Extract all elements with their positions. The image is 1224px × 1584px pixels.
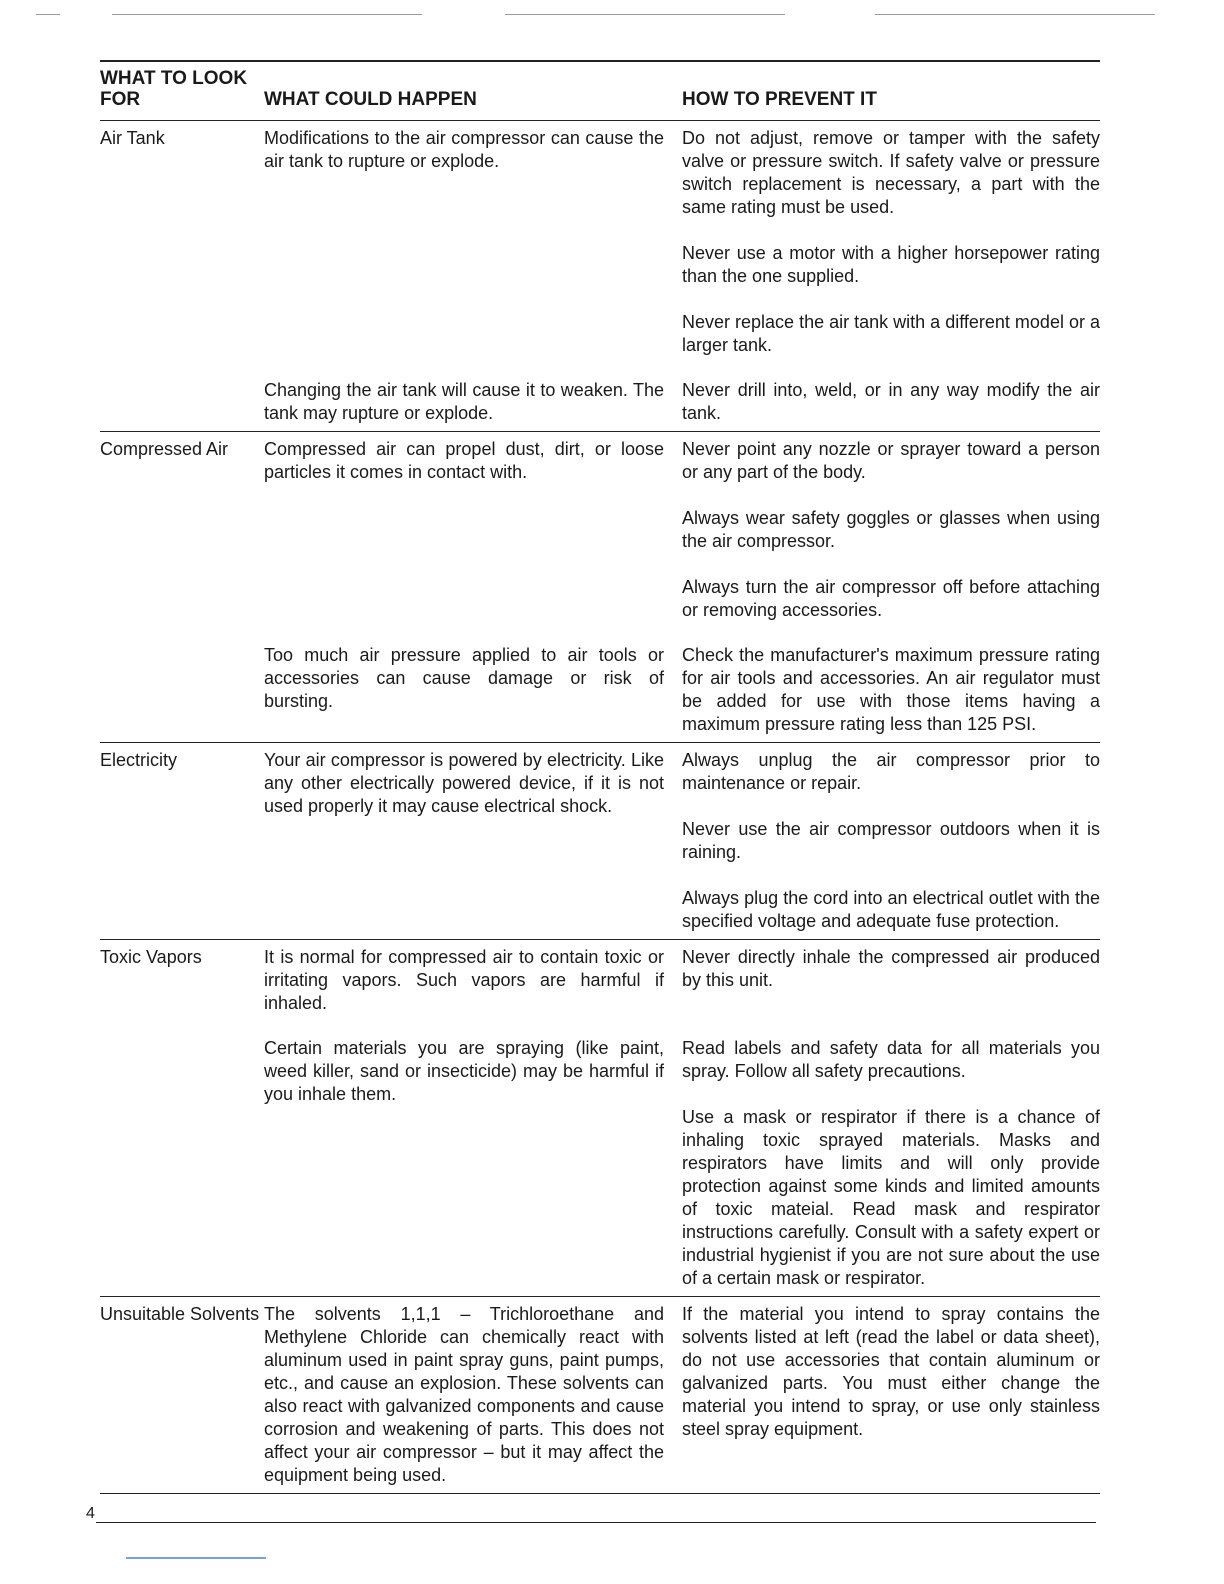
table-row [100,379,1100,425]
table-group [100,432,1100,743]
prevention-cell [682,644,1100,736]
hazard-label: Air Tank [100,128,165,148]
table-row [100,749,1100,933]
prevention-text: Use a mask or respirator if there is a chance of inhaling toxic sprayed materials. Masks and respirators have limits and will only provide protection against some kinds and limited amounts of toxic mateial. Read mask and respirator instructions carefully. Consult with a safety expert or industrial hygienist if you are not sure about the use of a certain mask or respirator. [682,1107,1100,1288]
footer-rule [96,1522,1096,1523]
table-row [100,1303,1100,1487]
hazard-label [100,644,264,736]
hazard-label: Unsuitable Solvents [100,1304,260,1324]
prevention-text: Never use a motor with a higher horsepower rating than the one supplied. [682,243,1100,286]
header-what-could-happen: WHAT COULD HAPPEN [264,89,477,110]
prevention-cell [682,127,1100,357]
table-row [100,946,1100,1015]
hazard-description: Modifications to the air compressor can cause the air tank to rupture or explode. [264,128,664,171]
prevention-cell [682,379,1100,425]
table-group [100,743,1100,940]
prevention-cell [682,438,1100,622]
prevention-text: Never use the air compressor outdoors when it is raining. [682,819,1100,862]
hazard-description: Compressed air can propel dust, dirt, or loose particles it comes in contact with. [264,439,664,482]
hazard-description: Too much air pressure applied to air tools or accessories can cause damage or risk of bursting. [264,645,664,711]
hazard-description: It is normal for compressed air to contain toxic or irritating vapors. Such vapors are harmful if inhaled. [264,947,664,1013]
hazard-label: Toxic Vapors [100,947,202,967]
scan-artifact-line [875,14,1155,15]
hazard-description: Changing the air tank will cause it to weaken. The tank may rupture or explode. [264,380,664,423]
scan-artifact-line [505,14,785,15]
table-header [100,62,1100,121]
prevention-cell [682,1037,1100,1290]
table-group [100,1297,1100,1494]
table-group [100,940,1100,1297]
prevention-text: If the material you intend to spray contains the solvents listed at left (read the label or data sheet), do not use accessories that contain aluminum or galvanized parts. You must either change the material you intend to spray, or use only stainless steel spray equipment. [682,1304,1100,1439]
hazard-label: Compressed Air [100,439,229,459]
prevention-text: Never replace the air tank with a different model or a larger tank. [682,312,1100,355]
hazard-label [100,1037,264,1290]
prevention-text: Never drill into, weld, or in any way modify the air tank. [682,380,1100,423]
scan-artifact-line [36,14,60,15]
header-what-to-look-for: WHAT TO LOOK FOR [100,68,248,110]
hazard-label [100,379,264,425]
scan-artifact-bar [126,1557,266,1559]
prevention-text: Always plug the cord into an electrical outlet with the specified voltage and adequate fuse protection. [682,888,1100,931]
table-row [100,127,1100,357]
prevention-text: Read labels and safety data for all materials you spray. Follow all safety precautions. [682,1038,1100,1081]
prevention-text: Do not adjust, remove or tamper with the safety valve or pressure switch. If safety valve or pressure switch replacement is necessary, a part with the same rating must be used. [682,128,1100,217]
table-row [100,1037,1100,1290]
prevention-cell [682,749,1100,933]
table-group [100,121,1100,432]
page-number: 4 [86,1505,95,1522]
hazard-description: Your air compressor is powered by electricity. Like any other electrically powered device, if it is not used properly it may cause electrical shock. [264,750,664,816]
prevention-text: Always wear safety goggles or glasses when using the air compressor. [682,508,1100,551]
table-row [100,438,1100,622]
table-body [100,121,1100,1494]
prevention-text: Always turn the air compressor off before attaching or removing accessories. [682,577,1100,620]
scan-artifact-line [112,14,422,15]
prevention-text: Always unplug the air compressor prior to maintenance or repair. [682,750,1100,793]
prevention-text: Never point any nozzle or sprayer toward a person or any part of the body. [682,439,1100,482]
hazard-label: Electricity [100,750,178,770]
prevention-text: Never directly inhale the compressed air produced by this unit. [682,947,1100,990]
prevention-text: Check the manufacturer's maximum pressure rating for air tools and accessories. An air regulator must be added for use with those items having a maximum pressure rating less than 125 PSI. [682,645,1100,734]
table-row [100,644,1100,736]
prevention-cell [682,1303,1100,1487]
safety-table [100,60,1100,1494]
hazard-description: Certain materials you are spraying (like paint, weed killer, sand or insecticide) may be harmful if you inhale them. [264,1038,664,1104]
header-how-to-prevent: HOW TO PREVENT IT [682,89,877,110]
hazard-description: The solvents 1,1,1 – Trichloroethane and Methylene Chloride can chemically react with aluminum used in paint spray guns, paint pumps, etc., and cause an explosion. These solvents can also react with galvanized components and cause corrosion and weakening of parts. This does not affect your air compressor – but it may affect the equipment being used. [264,1304,664,1485]
prevention-cell [682,946,1100,1015]
